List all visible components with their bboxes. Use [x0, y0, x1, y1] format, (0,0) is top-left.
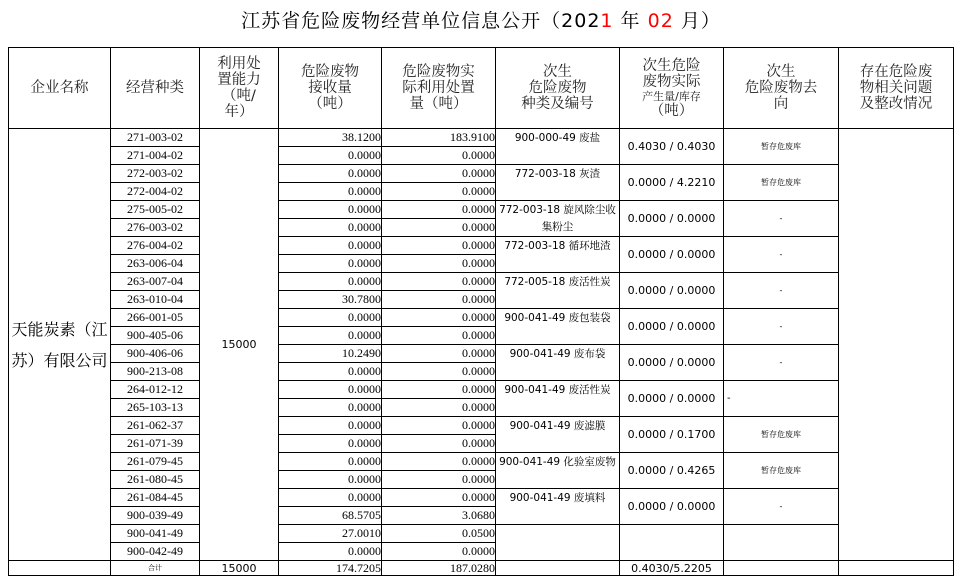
waste-code: 263-010-04: [111, 291, 200, 309]
title-year-digit: 1: [600, 10, 614, 32]
secondary-type: [496, 129, 620, 165]
table-row: [9, 201, 954, 219]
received-value: 0.0000: [279, 327, 382, 345]
secondary-type: [496, 453, 620, 489]
secondary-type-text: 900-041-49 废包装袋: [504, 311, 611, 324]
received-value: 10.2490: [279, 345, 382, 363]
waste-code: 263-006-04: [111, 255, 200, 273]
total-secondary-amount: 0.4030/5.2205: [620, 561, 724, 576]
received-value: 0.0000: [279, 255, 382, 273]
secondary-type: [496, 273, 620, 309]
received-value: 38.1200: [279, 129, 382, 147]
header-secondary-amount-sub: 产生量/库存: [642, 89, 701, 103]
secondary-type: [496, 345, 620, 381]
waste-code: 275-005-02: [111, 201, 200, 219]
received-value: 0.0000: [279, 273, 382, 291]
received-value: 0.0000: [279, 543, 382, 561]
secondary-type-text: 772-003-18 循环地渣: [504, 239, 611, 252]
waste-code: 261-079-45: [111, 453, 200, 471]
secondary-destination: 暂存危废库: [724, 417, 839, 453]
waste-code: 271-003-02: [111, 129, 200, 147]
waste-code: 900-405-06: [111, 327, 200, 345]
secondary-destination: 暂存危废库: [724, 165, 839, 201]
table-row: [9, 345, 954, 363]
disposed-value: 0.0000: [382, 183, 496, 201]
secondary-type: [496, 201, 620, 237]
secondary-type: [496, 417, 620, 453]
disposed-value: 0.0000: [382, 327, 496, 345]
secondary-amount: 0.0000 / 0.0000: [620, 273, 724, 309]
secondary-destination: 暂存危废库: [724, 453, 839, 489]
secondary-type-text: 772-005-18 废活性炭: [504, 275, 611, 288]
received-value: 0.0000: [279, 435, 382, 453]
secondary-amount-empty: [620, 525, 724, 561]
secondary-destination-empty: [724, 525, 839, 561]
disposed-value: 0.0000: [382, 399, 496, 417]
table-row: [9, 165, 954, 183]
received-value: 0.0000: [279, 471, 382, 489]
waste-code: 261-062-37: [111, 417, 200, 435]
disposed-value: 0.0000: [382, 201, 496, 219]
total-row: [9, 561, 954, 576]
header-capacity: 利用处 置能力 （吨/ 年）: [200, 48, 279, 129]
header-secondary-type: 次生 危险废物 种类及编号: [496, 48, 620, 129]
secondary-destination: -: [724, 237, 839, 273]
total-received: 174.7205: [279, 561, 382, 576]
waste-code: 261-080-45: [111, 471, 200, 489]
received-value: 0.0000: [279, 201, 382, 219]
title-month: 02: [647, 10, 674, 32]
received-value: 0.0000: [279, 489, 382, 507]
disposed-value: 0.0000: [382, 417, 496, 435]
page-title: 江苏省危险废物经营单位信息公开（2021 年 02 月）: [241, 10, 721, 32]
table-row: [9, 417, 954, 435]
secondary-destination: -: [724, 381, 839, 417]
secondary-type: [496, 489, 620, 525]
secondary-type-text: 900-041-49 废滤膜: [509, 419, 606, 432]
secondary-amount: 0.0000 / 0.0000: [620, 309, 724, 345]
total-capacity: 15000: [200, 561, 279, 576]
received-value: 0.0000: [279, 381, 382, 399]
disposed-value: 0.0000: [382, 543, 496, 561]
waste-code: 272-004-02: [111, 183, 200, 201]
total-secondary-type-empty: [496, 561, 620, 576]
table-row: [9, 489, 954, 507]
table-row: [9, 309, 954, 327]
received-value: 68.5705: [279, 507, 382, 525]
disposed-value: 0.0000: [382, 291, 496, 309]
header-secondary-amount: 次生危险 废物实际 产生量/库存 （吨）: [620, 48, 724, 129]
secondary-type-text: 772-003-18 灰渣: [514, 167, 601, 180]
disposed-value: 0.0000: [382, 471, 496, 489]
disposed-value: 0.0000: [382, 363, 496, 381]
received-value: 0.0000: [279, 219, 382, 237]
disposed-value: 0.0000: [382, 273, 496, 291]
waste-code: 271-004-02: [111, 147, 200, 165]
total-issues-empty: [839, 561, 954, 576]
header-received: 危险废物 接收量 （吨）: [279, 48, 382, 129]
secondary-destination: 暂存危废库: [724, 129, 839, 165]
disposed-value: 3.0680: [382, 507, 496, 525]
issues-cell: [839, 129, 954, 561]
header-row: [9, 48, 954, 129]
table-row: [9, 525, 954, 543]
secondary-amount: 0.0000 / 0.0000: [620, 489, 724, 525]
disposed-value: 0.0000: [382, 489, 496, 507]
secondary-amount: 0.0000 / 0.4265: [620, 453, 724, 489]
secondary-destination: -: [724, 273, 839, 309]
received-value: 0.0000: [279, 417, 382, 435]
waste-code: 261-084-45: [111, 489, 200, 507]
received-value: 0.0000: [279, 165, 382, 183]
disposed-value: 0.0000: [382, 309, 496, 327]
header-secondary-dest: 次生 危险废物去 向: [724, 48, 839, 129]
received-value: 0.0000: [279, 147, 382, 165]
secondary-type-text: 900-000-49 废盐: [514, 131, 601, 144]
secondary-amount: 0.0000 / 4.2210: [620, 165, 724, 201]
company-name: 天能炭素（江苏）有限公司: [9, 129, 111, 561]
received-value: 27.0010: [279, 525, 382, 543]
capacity-value: 15000: [200, 129, 279, 561]
disposed-value: 0.0000: [382, 435, 496, 453]
secondary-type-text: 772-003-18 旋风除尘收集粉尘: [499, 203, 616, 233]
received-value: 0.0000: [279, 183, 382, 201]
disposed-value: 0.0000: [382, 237, 496, 255]
waste-code: 266-001-05: [111, 309, 200, 327]
header-category: 经营种类: [111, 48, 200, 129]
secondary-amount: 0.0000 / 0.0000: [620, 237, 724, 273]
disposed-value: 0.0000: [382, 255, 496, 273]
secondary-type-text: 900-041-49 废填料: [509, 491, 606, 504]
disposed-value: 0.0500: [382, 525, 496, 543]
table-row: [9, 273, 954, 291]
received-value: 0.0000: [279, 363, 382, 381]
secondary-type: [496, 381, 620, 417]
table-row: [9, 129, 954, 147]
waste-code: 900-213-08: [111, 363, 200, 381]
waste-code: 264-012-12: [111, 381, 200, 399]
table-row: [9, 381, 954, 399]
received-value: 0.0000: [279, 453, 382, 471]
table-row: [9, 237, 954, 255]
secondary-destination: -: [724, 489, 839, 525]
disposed-value: 183.9100: [382, 129, 496, 147]
secondary-type: [496, 309, 620, 345]
disposed-value: 0.0000: [382, 165, 496, 183]
waste-code: 900-039-49: [111, 507, 200, 525]
total-dest-empty: [724, 561, 839, 576]
received-value: 0.0000: [279, 309, 382, 327]
waste-code: 276-003-02: [111, 219, 200, 237]
waste-code: 276-004-02: [111, 237, 200, 255]
secondary-type: [496, 237, 620, 273]
secondary-destination: -: [724, 201, 839, 237]
waste-code: 900-406-06: [111, 345, 200, 363]
header-company: 企业名称: [9, 48, 111, 129]
hazardous-waste-table: [8, 47, 954, 576]
table-row: [9, 453, 954, 471]
secondary-amount: 0.0000 / 0.0000: [620, 345, 724, 381]
total-label: 合计: [111, 561, 200, 576]
total-company-empty: [9, 561, 111, 576]
disposed-value: 0.0000: [382, 219, 496, 237]
disposed-value: 0.0000: [382, 345, 496, 363]
secondary-amount: 0.0000 / 0.0000: [620, 201, 724, 237]
header-issues: 存在危险废 物相关问题 及整改情况: [839, 48, 954, 129]
secondary-amount: 0.0000 / 0.0000: [620, 381, 724, 417]
disposed-value: 0.0000: [382, 147, 496, 165]
disposed-value: 0.0000: [382, 381, 496, 399]
secondary-amount: 0.0000 / 0.1700: [620, 417, 724, 453]
total-disposed: 187.0280: [382, 561, 496, 576]
secondary-type-text: 900-041-49 化验室废物: [499, 455, 616, 468]
disposed-value: 0.0000: [382, 453, 496, 471]
secondary-type-empty: [496, 525, 620, 561]
waste-code: 263-007-04: [111, 273, 200, 291]
secondary-type-text: 900-041-49 废布袋: [509, 347, 606, 360]
secondary-type: [496, 165, 620, 201]
secondary-amount: 0.4030 / 0.4030: [620, 129, 724, 165]
received-value: 0.0000: [279, 237, 382, 255]
received-value: 0.0000: [279, 399, 382, 417]
received-value: 30.7800: [279, 291, 382, 309]
waste-code: 900-041-49: [111, 525, 200, 543]
secondary-destination: -: [724, 345, 839, 381]
waste-code: 265-103-13: [111, 399, 200, 417]
secondary-destination: -: [724, 309, 839, 345]
secondary-type-text: 900-041-49 废活性炭: [504, 383, 611, 396]
header-disposed: 危险废物实 际利用处置 量（吨）: [382, 48, 496, 129]
waste-code: 261-071-39: [111, 435, 200, 453]
waste-code: 900-042-49: [111, 543, 200, 561]
waste-code: 272-003-02: [111, 165, 200, 183]
